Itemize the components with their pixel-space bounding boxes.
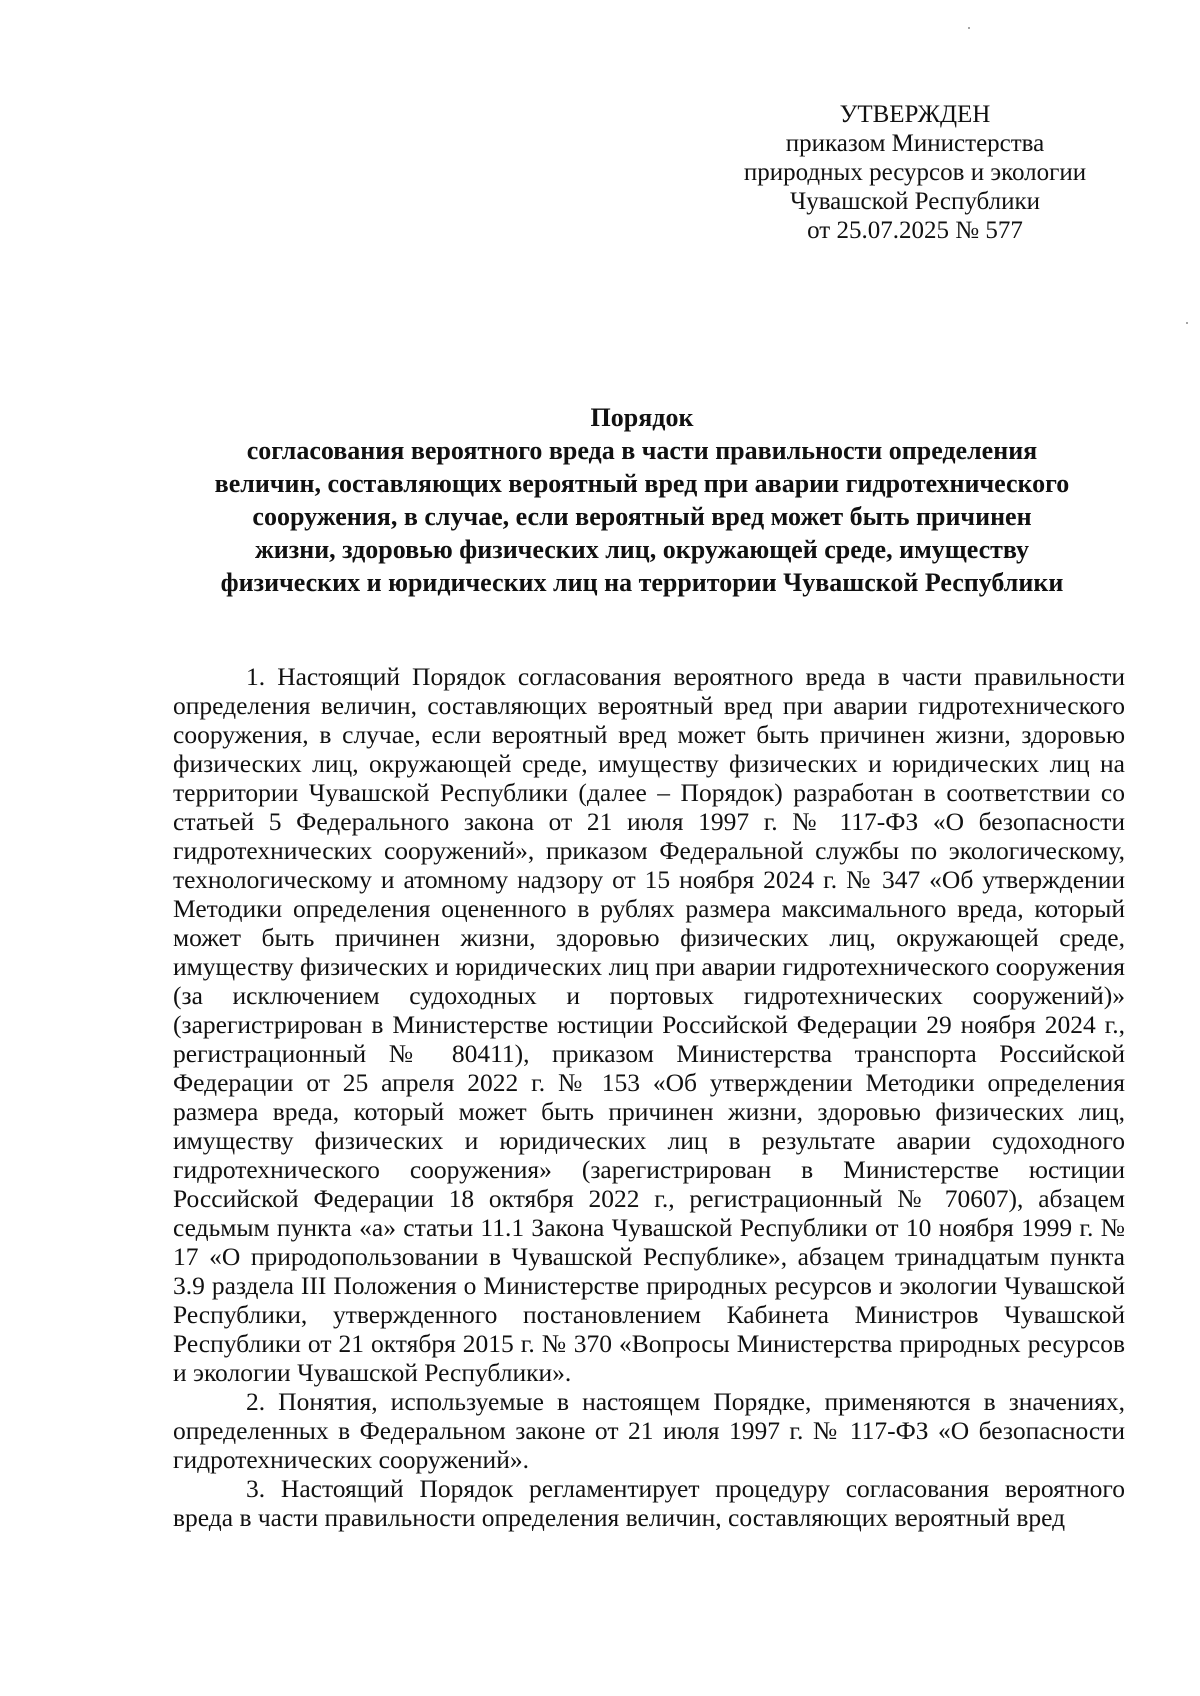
approval-republic-line: Чувашской Республики (789, 188, 1041, 215)
approval-stamp-block (700, 100, 1130, 245)
approval-heading: УТВЕРЖДЕН (839, 101, 991, 128)
approval-order-line: приказом Министерства (785, 130, 1045, 157)
title-line-2: согласования вероятного вреда в части правильности определения (246, 436, 1038, 465)
title-line-5: жизни, здоровью физических лиц, окружающей среде, имуществу (254, 535, 1030, 564)
title-line-3: величин, составляющих вероятный вред при аварии гидротехнического (214, 469, 1070, 498)
paragraph-1: 1. Настоящий Порядок согласования вероятного вреда в части правильности определения величин, составляющих вероятный вред при аварии гидротехнического сооружения, в случае, если вероятный вред может быть причинен жизни, здоровью физических лиц, окружающей среде, имуществу физических и юридических лиц на территории Чувашской Республики (далее – Порядок) разработан в соответствии со статьей 5 Федерального закона от 21 июля 1997 г. № 117-ФЗ «О безопасности гидротехнических сооружений», приказом Федеральной службы по экологическому, технологическому и атомному надзору от 15 ноября 2024 г. № 347 «Об утверждении Методики определения оцененного в рублях размера максимального вреда, который может быть причинен жизни, здоровью физических лиц, окружающей среде, имуществу физических и юридических лиц при аварии гидротехнического сооружения (за исключением судоходных и портовых гидротехнических сооружений)» (зарегистрирован в Министерстве юстиции Российской Федерации 29 ноября 2024 г., регистрационный № 80411), приказом Министерства транспорта Российской Федерации от 25 апреля 2022 г. № 153 «Об утверждении Методики определения размера вреда, который может быть причинен жизни, здоровью физических лиц, имуществу физических и юридических лиц в результате аварии судоходного гидротехнического сооружения» (зарегистрирован в Министерстве юстиции Российской Федерации 18 октября 2022 г., регистрационный № 70607), абзацем седьмым пункта «а» статьи 11.1 Закона Чувашской Республики от 10 ноября 1999 г. № 17 «О природопользовании в Чувашской Республике», абзацем тринадцатым пункта 3.9 раздела III Положения о Министерстве природных ресурсов и экологии Чувашской Республики, утвержденного постановлением Кабинета Министров Чувашской Республики от 21 октября 2015 г. № 370 «Вопросы Министерства природных ресурсов и экологии Чувашской Республики». (173, 662, 1125, 1387)
title-line-1: Порядок (590, 403, 694, 432)
scan-speck (968, 27, 970, 29)
title-line-6: физических и юридических лиц на территории Чувашской Республики (220, 568, 1064, 597)
title-line-4: сооружения, в случае, если вероятный вред может быть причинен (252, 502, 1032, 531)
scan-speck (1186, 322, 1188, 324)
approval-date-number: от 25.07.2025 № 577 (807, 217, 1023, 244)
document-title (160, 401, 1124, 599)
approval-ministry-line: природных ресурсов и экологии (743, 159, 1087, 186)
document-body (173, 662, 1125, 1532)
paragraph-3: 3. Настоящий Порядок регламентирует процедуру согласования вероятного вреда в части правильности определения величин, составляющих вероятный вред (173, 1474, 1125, 1532)
paragraph-2: 2. Понятия, используемые в настоящем Порядке, применяются в значениях, определенных в Федеральном законе от 21 июля 1997 г. № 117-ФЗ «О безопасности гидротехнических сооружений». (173, 1387, 1125, 1474)
